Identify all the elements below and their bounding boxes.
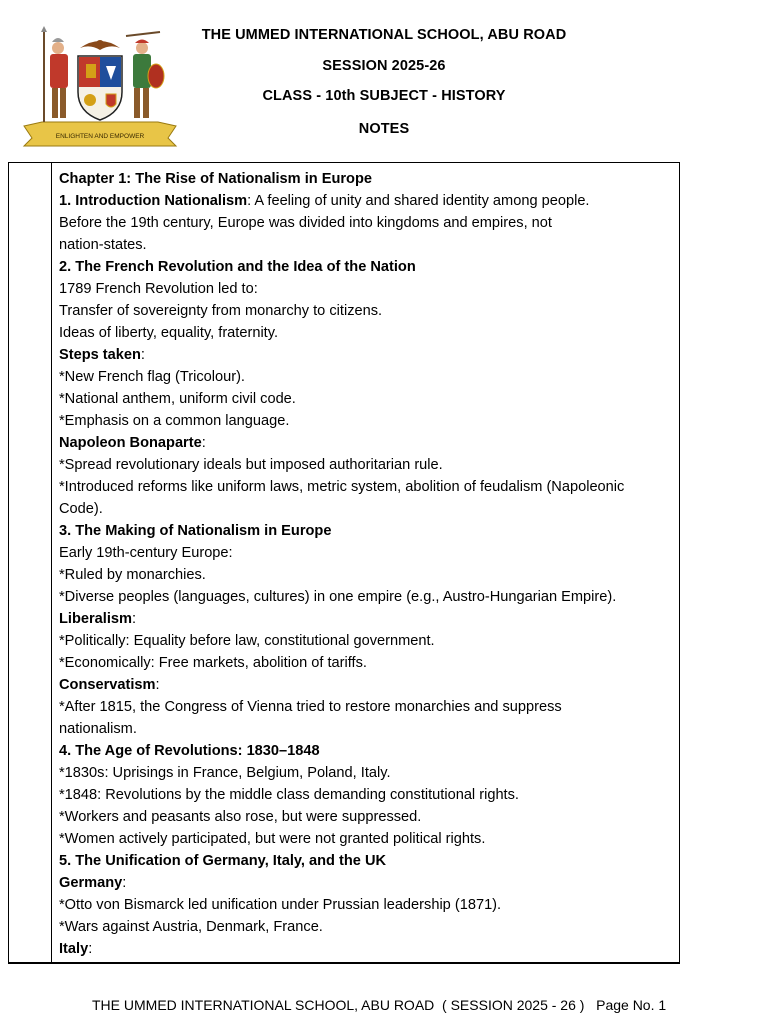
note-line <box>59 256 669 278</box>
note-text: Before the 19th century, Europe was divided into kingdoms and empires, not <box>59 215 552 231</box>
note-text: : <box>122 875 127 891</box>
note-text: : <box>140 347 145 363</box>
note-heading: Germany <box>59 875 123 891</box>
note-text: *Politically: Equality before law, constitutional government. <box>59 633 435 649</box>
note-line <box>59 564 669 586</box>
note-text: Code). <box>59 501 103 517</box>
note-text: *Workers and peasants also rose, but were suppressed. <box>59 809 422 825</box>
note-heading: Liberalism <box>59 611 132 627</box>
note-line <box>59 190 669 212</box>
note-line <box>59 168 669 190</box>
session-label: SESSION 2025-26 <box>322 58 446 74</box>
note-line <box>59 542 669 564</box>
note-text: : A feeling of unity and shared identity among people. <box>247 193 590 209</box>
note-line <box>59 278 669 300</box>
note-line <box>59 740 669 762</box>
note-text: nationalism. <box>59 721 137 737</box>
note-line <box>59 498 669 520</box>
note-heading: Steps taken <box>59 347 141 363</box>
note-text: : <box>132 611 137 627</box>
note-line <box>59 938 669 960</box>
note-heading: Napoleon Bonaparte <box>59 435 202 451</box>
note-text: *Diverse peoples (languages, cultures) in one empire (e.g., Austro-Hungarian Empire). <box>59 589 617 605</box>
note-text: *Otto von Bismarck led unification under Prussian leadership (1871). <box>59 897 502 913</box>
note-line <box>59 894 669 916</box>
note-text: *Introduced reforms like uniform laws, metric system, abolition of feudalism (Napoleonic <box>59 479 625 495</box>
note-heading: 3. The Making of Nationalism in Europe <box>59 523 332 539</box>
note-text: Transfer of sovereignty from monarchy to citizens. <box>59 303 383 319</box>
note-line <box>59 674 669 696</box>
note-line <box>59 212 669 234</box>
note-line <box>59 608 669 630</box>
note-line <box>59 784 669 806</box>
note-line <box>59 806 669 828</box>
note-heading: 4. The Age of Revolutions: 1830–1848 <box>59 743 320 759</box>
notes-label: NOTES <box>358 121 410 137</box>
note-text: *After 1815, the Congress of Vienna tried to restore monarchies and suppress <box>59 699 562 715</box>
note-text: Early 19th-century Europe: <box>59 545 233 561</box>
note-text: : <box>201 435 206 451</box>
note-heading: Conservatism <box>59 677 156 693</box>
logo-motto: ENLIGHTEN AND EMPOWER <box>55 133 145 140</box>
note-line <box>59 630 669 652</box>
note-heading: 5. The Unification of Germany, Italy, and the UK <box>59 853 387 869</box>
note-line <box>59 850 669 872</box>
note-text: *1830s: Uprisings in France, Belgium, Poland, Italy. <box>59 765 391 781</box>
note-heading: Italy <box>59 941 89 957</box>
note-line <box>59 234 669 256</box>
note-line <box>59 322 669 344</box>
note-text: Ideas of liberty, equality, fraternity. <box>59 325 279 341</box>
note-line <box>59 718 669 740</box>
note-line <box>59 344 669 366</box>
note-line <box>59 652 669 674</box>
note-line <box>59 586 669 608</box>
note-text: *Wars against Austria, Denmark, France. <box>59 919 323 935</box>
note-text: *Women actively participated, but were not granted political rights. <box>59 831 486 847</box>
note-text: *Emphasis on a common language. <box>59 413 290 429</box>
note-text: *Spread revolutionary ideals but imposed authoritarian rule. <box>59 457 443 473</box>
note-line <box>59 762 669 784</box>
margin-column <box>9 163 52 962</box>
note-line <box>59 872 669 894</box>
note-line <box>59 366 669 388</box>
note-line <box>59 520 669 542</box>
note-heading: 2. The French Revolution and the Idea of the Nation <box>59 259 416 275</box>
note-text: *New French flag (Tricolour). <box>59 369 245 385</box>
note-heading: 1. Introduction Nationalism <box>59 193 248 209</box>
school-name: THE UMMED INTERNATIONAL SCHOOL, ABU ROAD <box>201 27 567 43</box>
class-subject-label: CLASS - 10th SUBJECT - HISTORY <box>262 88 506 104</box>
note-line <box>59 476 669 498</box>
note-line <box>59 696 669 718</box>
notes-table <box>8 162 680 964</box>
notes-content <box>59 168 669 960</box>
page-footer: THE UMMED INTERNATIONAL SCHOOL, ABU ROAD ( SESSION 2025 - 26 ) Page No. 1 <box>92 997 667 1013</box>
note-line <box>59 300 669 322</box>
note-line <box>59 388 669 410</box>
note-text: *1848: Revolutions by the middle class demanding constitutional rights. <box>59 787 519 803</box>
note-line <box>59 432 669 454</box>
note-line <box>59 828 669 850</box>
note-heading: Chapter 1: The Rise of Nationalism in Europe <box>59 171 373 187</box>
note-text: 1789 French Revolution led to: <box>59 281 258 297</box>
note-text: *National anthem, uniform civil code. <box>59 391 296 407</box>
note-text: nation-states. <box>59 237 147 253</box>
note-line <box>59 410 669 432</box>
note-text: *Ruled by monarchies. <box>59 567 206 583</box>
note-text: *Economically: Free markets, abolition of tariffs. <box>59 655 367 671</box>
note-text: : <box>155 677 160 693</box>
note-line <box>59 454 669 476</box>
note-text: : <box>88 941 93 957</box>
note-line <box>59 916 669 938</box>
